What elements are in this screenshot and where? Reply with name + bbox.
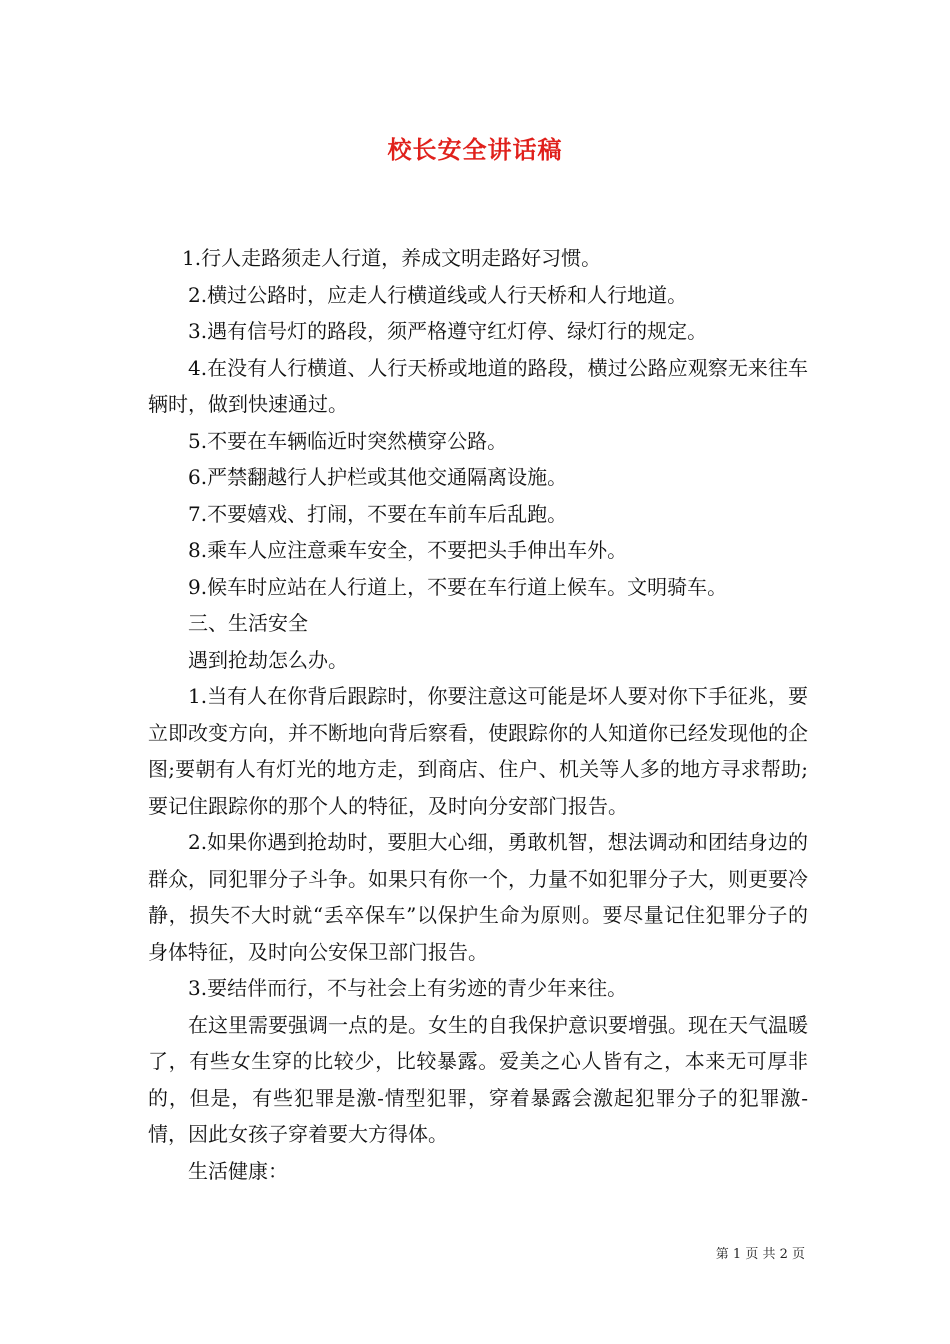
- section-heading: 三、生活安全: [188, 611, 308, 635]
- paragraph: 3.要结伴而行，不与社会上有劣迹的青少年来往。: [188, 976, 628, 1000]
- paragraph: 3.遇有信号灯的路段，须严格遵守红灯停、绿灯行的规定。: [188, 319, 708, 343]
- paragraph: 8.乘车人应注意乘车安全，不要把头手伸出车外。: [188, 538, 628, 562]
- page-number: 第 1 页 共 2 页: [715, 1247, 805, 1262]
- paragraph: 7.不要嬉戏、打闹，不要在车前车后乱跑。: [188, 501, 568, 526]
- document-body: [148, 240, 808, 1189]
- paragraph: 1.行人走路须走人行道，养成文明走路好习惯。: [182, 246, 602, 270]
- paragraph: 9.候车时应站在人行道上，不要在车行道上候车。文明骑车。: [188, 574, 728, 599]
- paragraph: 2.横过公路时，应走人行横道线或人行天桥和人行地道。: [188, 282, 688, 307]
- document-title: 校长安全讲话稿: [387, 135, 563, 164]
- paragraph: 5.不要在车辆临近时突然横穿公路。: [188, 428, 508, 453]
- paragraph: 在这里需要强调一点的是。女生的自我保护意识要增强。现在天气温暖了，有些女生穿的比较少，比较暴露。爱美之心人皆有之，本来无可厚非的，但是，有些犯罪是激-情型犯罪，穿着暴露会激起犯罪分子的犯罪激-情，因此女孩子穿着要大方得体。: [148, 1012, 808, 1146]
- paragraph: 2.如果你遇到抢劫时，要胆大心细，勇敢机智，想法调动和团结身边的群众，同犯罪分子斗争。如果只有你一个，力量不如犯罪分子大，则更要冷静，损失不大时就“丢卒保车”以保护生命为原则。要尽量记住犯罪分子的身体特征，及时向公安保卫部门报告。: [148, 830, 808, 964]
- paragraph: 遇到抢劫怎么办。: [188, 647, 348, 672]
- paragraph: 1.当有人在你背后跟踪时，你要注意这可能是坏人要对你下手征兆，要立即改变方向，并不断地向背后察看，使跟踪你的人知道你已经发现他的企图;要朝有人有灯光的地方走，到商店、住户、机关等人多的地方寻求帮助;要记住跟踪你的那个人的特征，及时向分安部门报告。: [148, 684, 808, 818]
- paragraph: 生活健康：: [188, 1158, 288, 1183]
- paragraph: 6.严禁翻越行人护栏或其他交通隔离设施。: [188, 465, 568, 489]
- paragraph: 4.在没有人行横道、人行天桥或地道的路段，横过公路应观察无来往车辆时，做到快速通过。: [148, 355, 808, 416]
